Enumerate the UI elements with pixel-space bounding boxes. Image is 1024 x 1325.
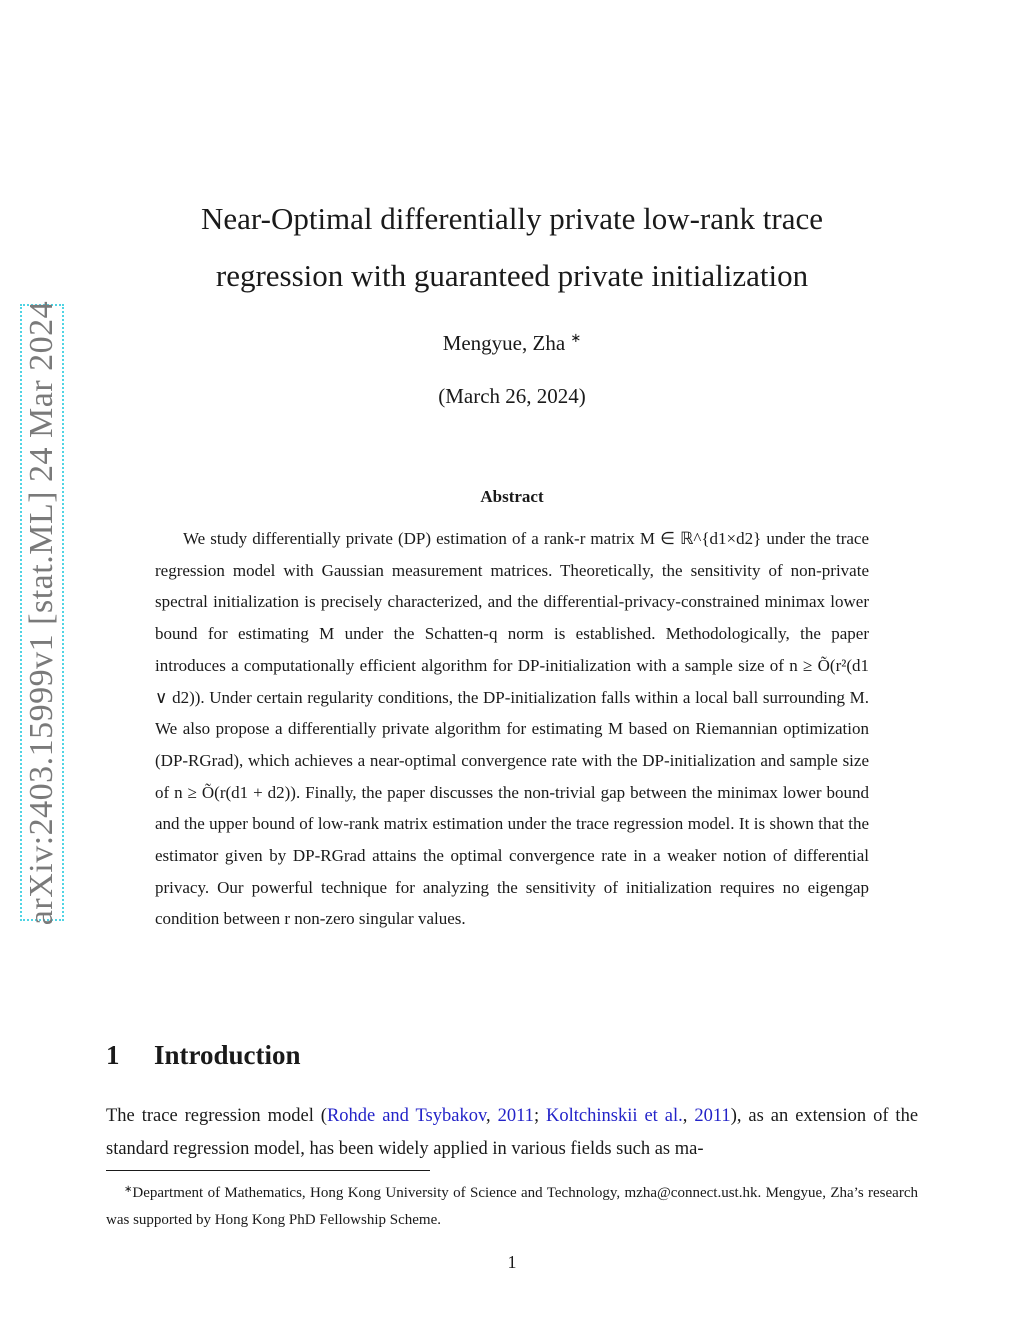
citation-separator-2: , — [682, 1106, 695, 1126]
citation-rohde-authors[interactable]: Rohde and Tsybakov — [326, 1106, 487, 1126]
title-line-1: Near-Optimal differentially private low-rank trace — [201, 201, 823, 236]
arxiv-stamp-text: arXiv:2403.15999v1 [stat.ML] 24 Mar 2024 — [23, 300, 60, 925]
citation-semicolon: ; — [533, 1106, 547, 1126]
section-title: Introduction — [154, 1040, 301, 1070]
author-line — [0, 330, 1024, 356]
citation-separator-1: , — [486, 1106, 498, 1126]
intro-text-before: The trace regression model ( — [106, 1106, 327, 1126]
footnote-divider — [106, 1170, 430, 1171]
title-line-2: regression with guaranteed private initialization — [215, 258, 809, 293]
section-number: 1 — [106, 1040, 120, 1070]
author-name: Mengyue, Zha — [442, 331, 566, 355]
abstract-heading: Abstract — [480, 487, 544, 506]
citation-rohde-year[interactable]: 2011 — [497, 1106, 534, 1126]
paper-title — [130, 190, 894, 304]
paper-date: (March 26, 2024) — [438, 384, 586, 408]
abstract-body: We study differentially private (DP) estimation of a rank-r matrix M ∈ ℝ^{d1×d2} under the trace regression model with Gaussian measurement matrices. Theoretically, the sensitivity of non-private spectral initialization is precisely characterized, and the differential-privacy-constrained minimax lower bound for estimating M under the Schatten-q norm is established. Methodologically, the paper introduces a computationally efficient algorithm for DP-initialization with a sample size of n ≥ Õ(r²(d1 ∨ d2)). Under certain regularity conditions, the DP-initialization falls within a local ball surrounding M. We also propose a differentially private algorithm for estimating M based on Riemannian optimization (DP-RGrad), which achieves a near-optimal convergence rate with the DP-initialization and sample size of n ≥ Õ(r(d1 + d2)). Finally, the paper discusses the non-trivial gap between the minimax lower bound and the upper bound of low-rank matrix estimation under the trace regression model. It is shown that the estimator given by DP-RGrad attains the optimal convergence rate in a weaker notion of differential privacy. Our powerful technique for analyzing the sensitivity of initialization requires no eigengap condition between r non-zero singular values. — [155, 529, 869, 929]
footnote-text: Department of Mathematics, Hong Kong University of Science and Technology, mzha@connect.ust.hk. Mengyue, Zha’s research was supported by Hong Kong PhD Fellowship Scheme. — [106, 1185, 918, 1228]
footnote-mark: ∗ — [124, 1184, 133, 1195]
citation-koltchinskii-year[interactable]: 2011 — [694, 1106, 731, 1126]
footnote — [106, 1176, 918, 1234]
page-number: 1 — [507, 1252, 517, 1272]
section-heading — [106, 1040, 301, 1071]
author-footnote-mark[interactable]: ∗ — [570, 330, 582, 345]
citation-koltchinskii-authors[interactable]: Koltchinskii et al. — [546, 1106, 683, 1126]
intro-text-after: ), as an extension of the standard regression model, has been widely applied in various fields such as ma- — [106, 1106, 919, 1159]
intro-paragraph — [106, 1100, 918, 1166]
